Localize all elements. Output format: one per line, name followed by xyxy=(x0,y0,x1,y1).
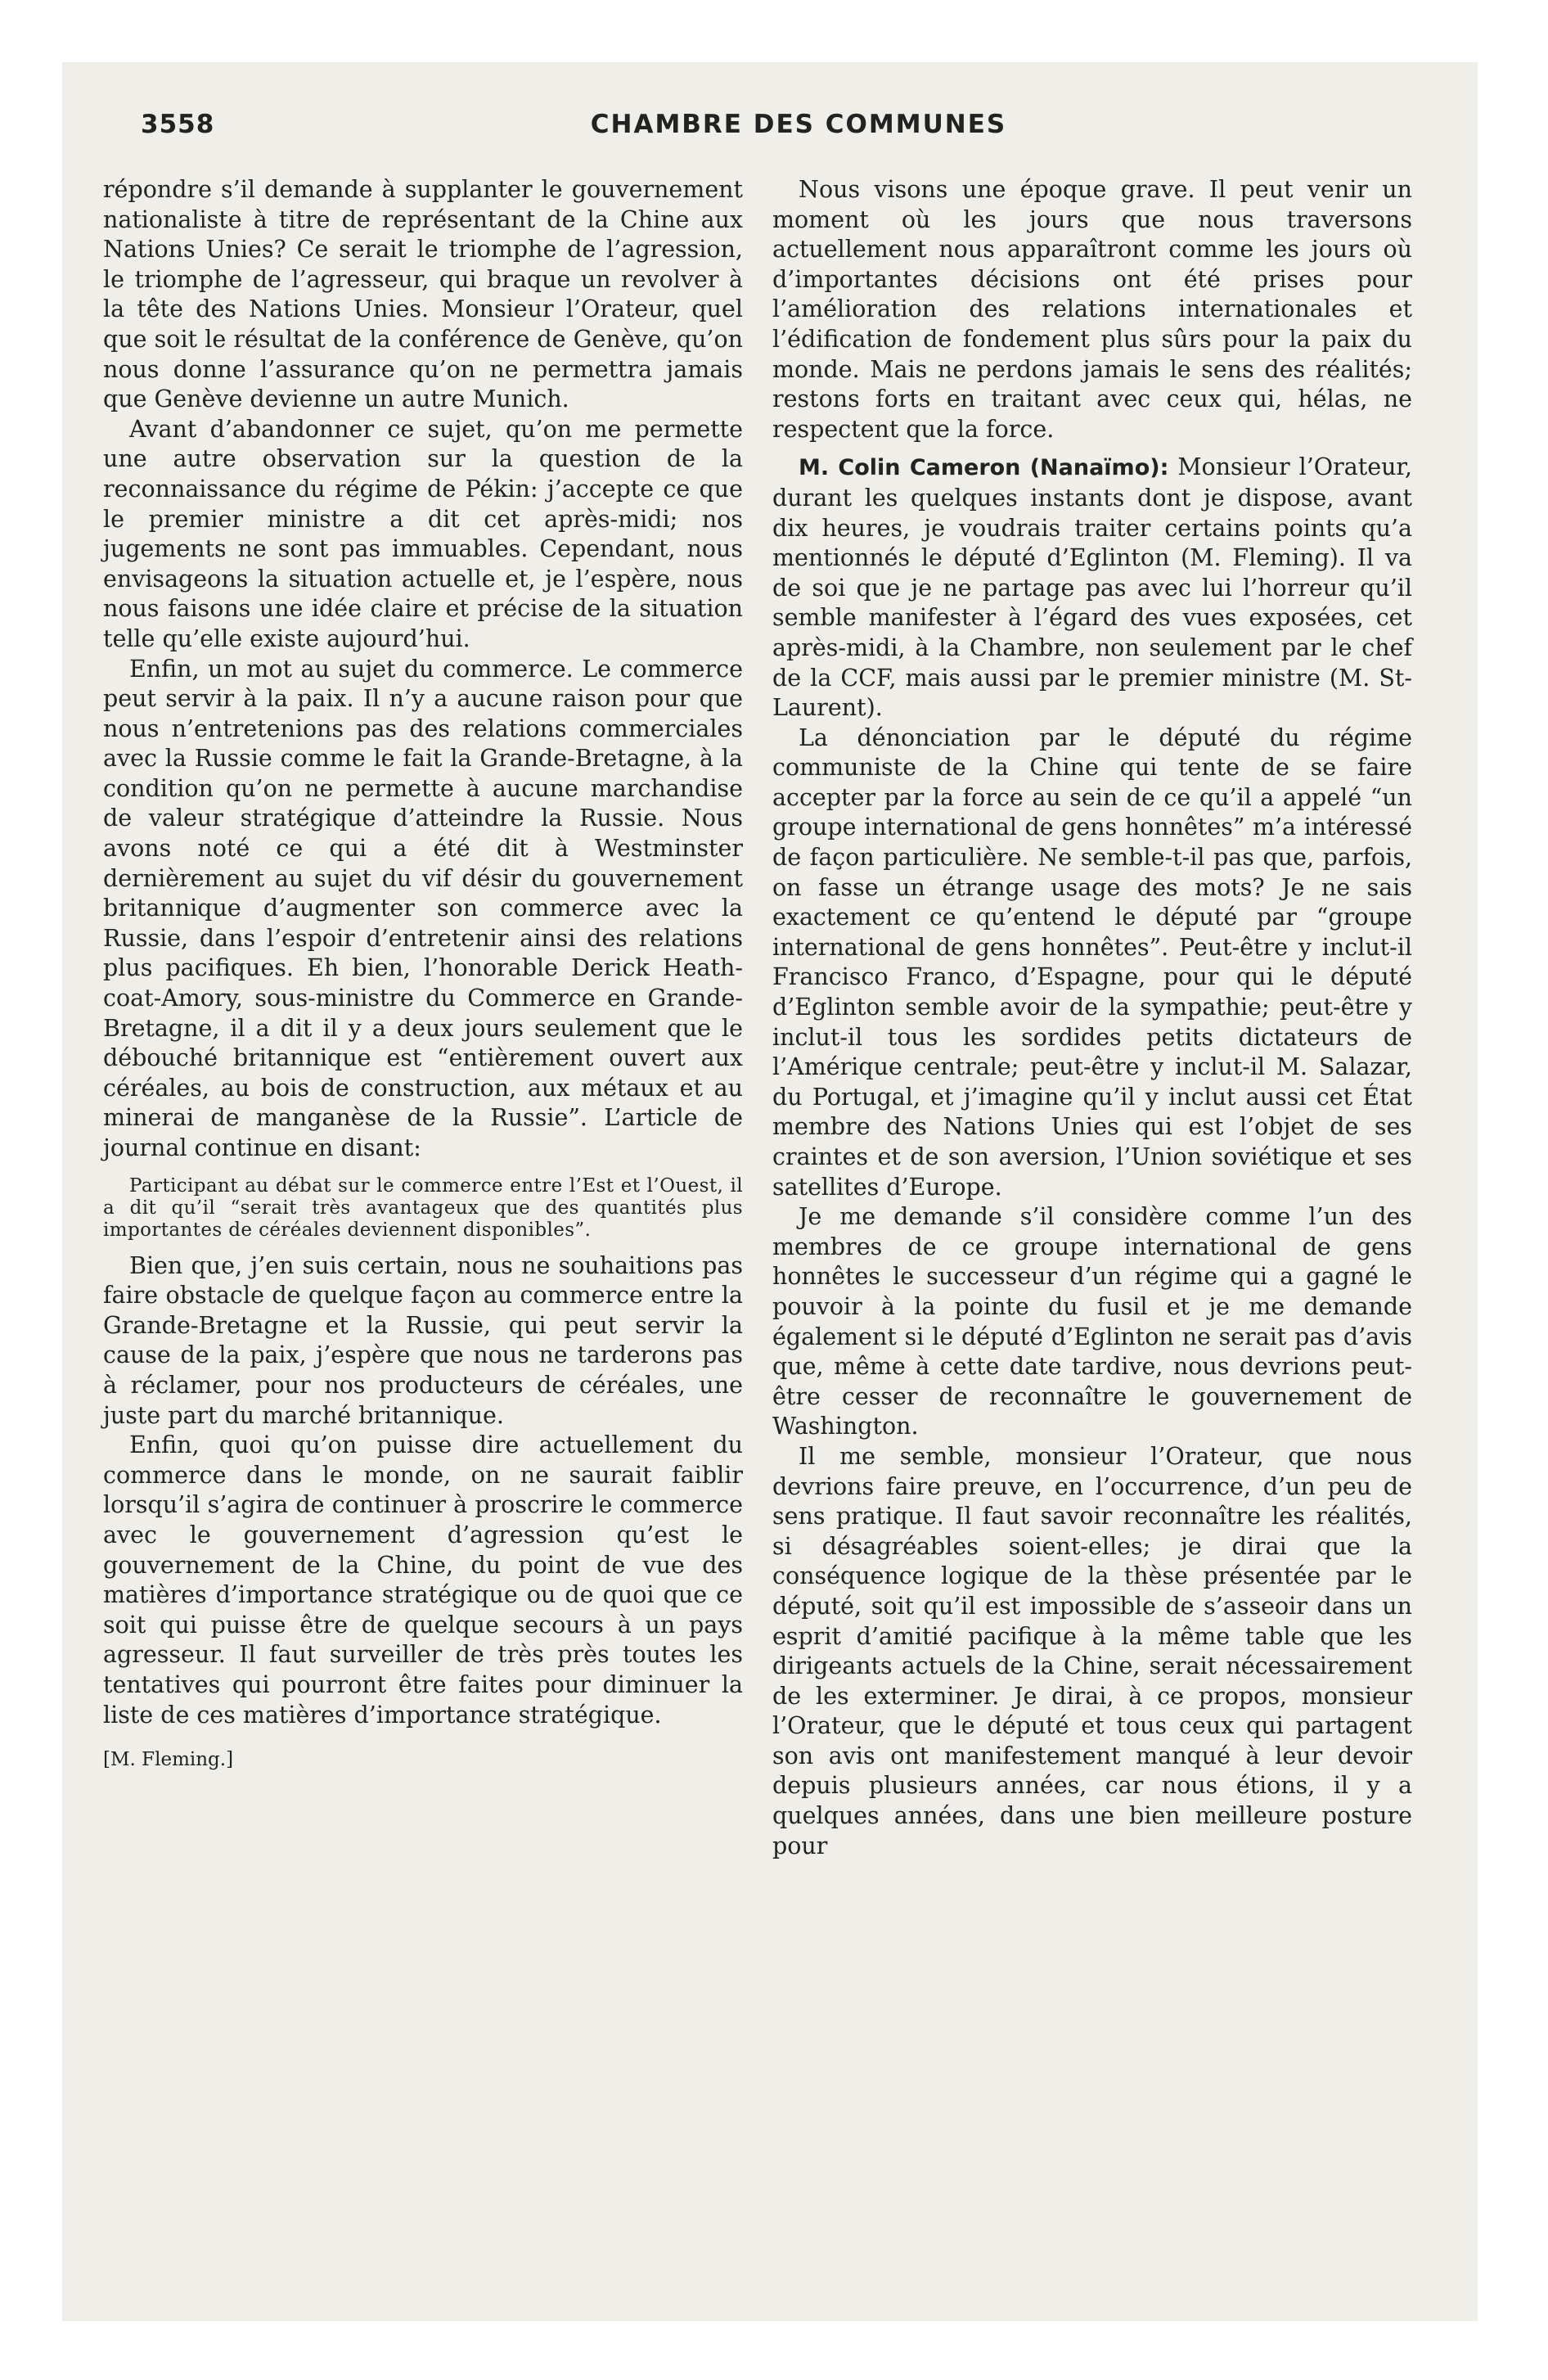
paragraph: répondre s’il demande à supplanter le gouvernement nationaliste à titre de représentant de la Chine aux Nations Unies? Ce serait le triomphe de l’agression, le triomphe de l’agresseur, qui braque un revolver à la tête des Nations Unies. Monsieur l’Orateur, quel que soit le résultat de la conférence de Genève, qu’on nous donne l’assurance qu’on ne permettra jamais que Genève devienne un autre Munich. xyxy=(103,176,743,413)
paragraph: La dénonciation par le député du régime communiste de la Chine qui tente de se faire accepter par la force au sein de ce qu’il a appelé “un groupe international de gens honnêtes” m’a intéressé de façon particulière. Ne semble-t-il pas que, parfois, on fasse un étrange usage des mots? Je ne sais exactement ce qu’entend le député par “groupe international de gens honnêtes”. Peut-être y inclut-il Francisco Franco, d’Espagne, pour qui le député d’Eglinton semble avoir de la sympathie; peut-être y inclut-il tous les sordides petits dictateurs de l’Amérique centrale; peut-être y inclut-il M. Salazar, du Portugal, et j’imagine qu’il y inclut aussi cet État membre des Nations Unies qui est l’objet de ses craintes et de son aversion, l’Union soviétique et ses satellites d’Europe. xyxy=(772,723,1412,1201)
speaker-name: M. Colin Cameron (Nanaïmo): xyxy=(799,455,1169,481)
paragraph: Enfin, un mot au sujet du commerce. Le commerce peut servir à la paix. Il n’y a aucune raison pour que nous n’entretenions pas des relations commerciales avec la Russie comme le fait la Grande-Bretagne, à la condition qu’on ne permette à aucune marchandise de valeur stratégique d’atteindre la Russie. Nous avons noté ce qui a été dit à Westminster dernièrement au sujet du vif désir du gouvernement britannique d’augmenter son commerce avec la Russie, dans l’espoir d’entretenir ainsi des relations plus pacifiques. Eh bien, l’honorable Derick Heathcoat-Amory, sous-ministre du Commerce en Grande-Bretagne, il a dit il y a deux jours seulement que le débouché britannique est “entièrement ouvert aux céréales, au bois de construction, aux métaux et au minerai de manganèse de la Russie”. L’article de journal continue en disant: xyxy=(103,655,743,1161)
page-number: 3558 xyxy=(141,110,215,139)
paragraph: Enfin, quoi qu’on puisse dire actuellement du commerce dans le monde, on ne saurait faiblir lorsqu’il s’agira de continuer à proscrire le commerce avec le gouvernement d’agression qu’est le gouvernement de la Chine, du point de vue des matières d’importance stratégique ou de quoi que ce soit qui puisse être de quelque secours à un pays agresseur. Il faut surveiller de très près toutes les tentatives qui pourront être faites pour diminuer la liste de ces matières d’importance stratégique. xyxy=(103,1431,743,1729)
paragraph: Il me semble, monsieur l’Orateur, que nous devrions faire preuve, en l’occurrence, d’un peu de sens pratique. Il faut savoir reconnaître les réalités, si désagréables soient-elles; je dirai que la conséquence logique de la thèse présentée par le député, soit qu’il est impossible de s’asseoir dans un esprit d’amitié pacifique à la même table que les dirigeants actuels de la Chine, serait nécessairement de les exterminer. Je dirai, à ce propos, monsieur l’Orateur, que le député et tous ceux qui partagent son avis ont manifestement manqué à leur devoir depuis plusieurs années, car nous étions, il y a quelques années, dans une bien meilleure posture pour xyxy=(772,1442,1412,1859)
speaker-attribution: [M. Fleming.] xyxy=(103,1749,234,1771)
paragraph: Nous visons une époque grave. Il peut venir un moment où les jours que nous traversons actuellement nous apparaîtront comme les jours où d’importantes décisions ont été prises pour l’amélioration des relations internationales et l’édification de fondement plus sûrs pour la paix du monde. Mais ne perdons jamais le sens des réalités; restons forts en traitant avec ceux qui, hélas, ne respectent que la force. xyxy=(772,176,1412,443)
speaker-text: Monsieur l’Orateur, durant les quelques instants dont je dispose, avant dix heures, je voudrais traiter certains points qu’a mentionnés le député d’Eglinton (M. Fleming). Il va de soi que je ne partage pas avec lui l’horreur qu’il semble manifester à l’égard des vues exposées, cet après-midi, à la Chambre, non seulement par le chef de la CCF, mais aussi par le premier ministre (M. St-Laurent). xyxy=(772,453,1412,722)
paragraph: Bien que, j’en suis certain, nous ne souhaitions pas faire obstacle de quelque façon au commerce entre la Grande-Bretagne et la Russie, qui peut servir la cause de la paix, j’espère que nous ne tarderons pas à réclamer, pour nos producteurs de céréales, une juste part du marché britannique. xyxy=(103,1251,743,1429)
paragraph: Je me demande s’il considère comme l’un des membres de ce groupe international de gens honnêtes le successeur d’un régime qui a gagné le pouvoir à la pointe du fusil et je me demande également si le député d’Eglinton ne serait pas d’avis que, même à cette date tardive, nous devrions peut-être cesser de reconnaître le gouvernement de Washington. xyxy=(772,1203,1412,1440)
speaker-paragraph xyxy=(772,453,1412,723)
document-page xyxy=(62,62,1478,2321)
paragraph: Avant d’abandonner ce sujet, qu’on me permette une autre observation sur la question de la reconnaissance du régime de Pékin: j’accepte ce que le premier ministre a dit cet après-midi; nos jugements ne sont pas immuables. Cependant, nous envisageons la situation actuelle et, je l’espère, nous nous faisons une idée claire et précise de la situation telle qu’elle existe aujourd’hui. xyxy=(103,415,743,652)
page-header xyxy=(62,110,1478,146)
running-title: CHAMBRE DES COMMUNES xyxy=(590,110,1007,139)
block-quote: Participant au débat sur le commerce entre l’Est et l’Ouest, il a dit qu’il “serait très avantageux que des quantités plus importantes de céréales deviennent disponibles”. xyxy=(103,1174,743,1241)
right-column xyxy=(772,175,1412,1861)
left-column xyxy=(103,175,743,1775)
